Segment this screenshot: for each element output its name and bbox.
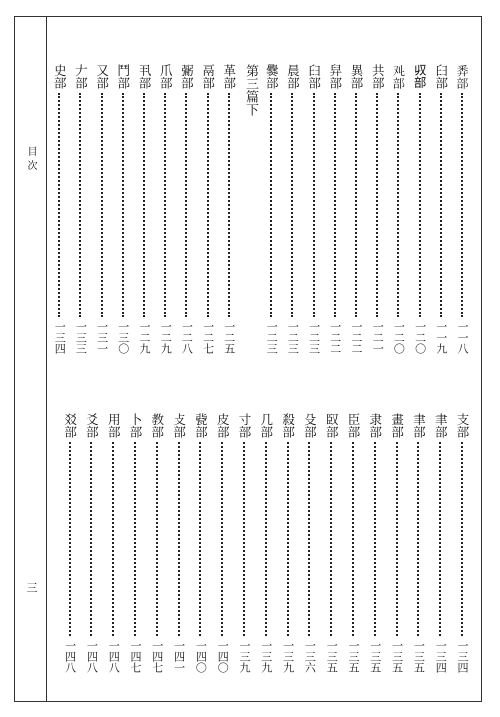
dot-leader — [270, 93, 272, 317]
page-ref: 一四〇 — [216, 640, 230, 673]
margin-rule — [46, 16, 47, 702]
page-ref: 一三五 — [368, 640, 382, 673]
toc-entry — [345, 413, 361, 673]
page-ref: 一四八 — [107, 640, 121, 673]
page-ref: 一三九 — [259, 640, 273, 673]
page-ref: 一一九 — [434, 321, 448, 354]
section-label: 目次 — [25, 146, 36, 174]
radical-name: 𠂇部 — [73, 64, 89, 89]
dot-leader — [334, 93, 336, 317]
radical-name: 晨部 — [285, 64, 301, 89]
dot-leader — [228, 93, 230, 317]
toc-entry — [301, 413, 317, 673]
page-number: 三 — [25, 582, 38, 593]
radical-name: 㸚部 — [62, 413, 78, 438]
page-ref: 一二一 — [371, 321, 385, 354]
radical-name: 用部 — [106, 413, 122, 438]
page-ref: 一三九 — [238, 640, 251, 673]
dot-leader — [376, 93, 378, 317]
radical-name: 爻部 — [84, 413, 100, 438]
toc-entry — [171, 413, 187, 673]
dot-leader — [134, 442, 136, 636]
page-ref: 一二八 — [180, 321, 194, 354]
dot-leader — [79, 93, 81, 317]
radical-name: 聿部 — [411, 413, 427, 438]
page-ref: 一三五 — [325, 640, 339, 673]
dot-leader — [352, 442, 354, 636]
toc-entry — [369, 64, 385, 354]
page-ref: 一三四 — [434, 640, 448, 673]
toc-entry — [263, 64, 279, 354]
radical-name: 鬲部 — [200, 64, 216, 89]
radical-name: 𠬜部 — [391, 64, 407, 89]
dot-leader — [143, 93, 145, 317]
radical-name: 丮部 — [137, 64, 152, 89]
radical-name: 殳部 — [302, 413, 318, 438]
toc-entry — [454, 64, 470, 354]
radical-name: 𢍏部 — [455, 64, 470, 89]
radical-name: 共部 — [370, 64, 386, 89]
toc-entry — [115, 64, 131, 354]
dot-leader — [156, 442, 158, 636]
dot-leader — [178, 442, 180, 636]
page-ref: 一四八 — [63, 640, 77, 673]
radical-name: 支部 — [455, 413, 470, 438]
page-ref: 一二二 — [350, 321, 363, 354]
radical-name: 革部 — [221, 64, 237, 89]
dot-leader — [439, 442, 441, 636]
dot-leader — [313, 93, 315, 317]
page-ref: 一四七 — [150, 640, 164, 673]
dot-leader — [374, 442, 376, 636]
dot-leader — [243, 442, 245, 636]
toc-entry — [214, 413, 230, 673]
radical-name: 臣部 — [346, 413, 361, 438]
page-ref: 一四七 — [129, 640, 142, 673]
dot-leader — [221, 442, 223, 636]
radical-name: 𠬞部 — [412, 64, 428, 89]
toc-entry — [323, 413, 339, 673]
toc-entry — [367, 413, 383, 673]
dot-leader — [355, 93, 357, 317]
toc-entry — [284, 64, 300, 354]
radical-name: 卜部 — [128, 413, 143, 438]
radical-name: 史部 — [52, 64, 68, 89]
toc-entry — [306, 64, 322, 354]
toc-entry — [72, 64, 88, 354]
dot-leader — [185, 93, 187, 317]
toc-entry — [412, 64, 428, 354]
page-ref: 一二〇 — [392, 321, 406, 354]
page-ref: 一二九 — [159, 321, 173, 354]
radical-name: 几部 — [258, 413, 274, 438]
dot-leader — [330, 442, 332, 636]
radical-name: 攴部 — [171, 413, 187, 438]
page-ref: 一四八 — [85, 640, 99, 673]
page-ref: 一三五 — [347, 640, 360, 673]
toc-entry — [83, 413, 99, 673]
toc-entry — [454, 413, 470, 673]
toc-entry — [136, 64, 152, 354]
dot-leader — [291, 93, 293, 317]
page-ref: 一三五 — [390, 640, 404, 673]
page-ref: 一三四 — [53, 321, 67, 354]
toc-entry — [94, 64, 110, 354]
page-ref: 一三九 — [281, 640, 295, 673]
dot-leader — [396, 442, 398, 636]
dot-leader — [308, 442, 310, 636]
dot-leader — [207, 93, 209, 317]
radical-name: 又部 — [94, 64, 110, 89]
radical-name: 畫部 — [389, 413, 405, 438]
toc-entry — [389, 413, 405, 673]
radical-name: 殺部 — [280, 413, 296, 438]
page-ref: 一二三 — [286, 321, 300, 354]
dot-leader — [164, 93, 166, 317]
dot-leader — [122, 93, 124, 317]
page-ref: 一二〇 — [413, 321, 427, 354]
page-ref: 一二二 — [328, 321, 342, 354]
page-ref: 一三〇 — [116, 321, 130, 354]
radical-name: 𦥑部 — [433, 64, 449, 89]
page-ref: 一四〇 — [194, 640, 208, 673]
page-ref: 一二三 — [307, 321, 321, 354]
radical-name: 臤部 — [324, 413, 340, 438]
toc-entry — [62, 413, 78, 673]
toc-entry — [327, 64, 343, 354]
toc-entry — [51, 64, 67, 354]
toc-entry — [149, 413, 165, 673]
radical-name: 爨部 — [264, 64, 280, 89]
toc-entry — [105, 413, 121, 673]
section-heading: 第三篇下 — [243, 64, 258, 116]
toc-entry — [157, 64, 173, 354]
radical-name: 鬥部 — [115, 64, 131, 89]
dot-leader — [58, 93, 60, 317]
toc-entry — [178, 64, 194, 354]
dot-leader — [69, 442, 71, 636]
toc-entry — [221, 64, 237, 354]
radical-name: 𦥑部 — [306, 64, 322, 89]
page-ref: 一三一 — [95, 321, 109, 354]
radical-name: 教部 — [149, 413, 165, 438]
dot-leader — [287, 442, 289, 636]
radical-name: 舁部 — [327, 64, 343, 89]
radical-name: 寸部 — [237, 413, 252, 438]
toc-section-header — [242, 64, 258, 354]
dot-leader — [461, 442, 463, 636]
dot-leader — [90, 442, 92, 636]
radical-name: 㼱部 — [193, 413, 209, 438]
toc-entry — [433, 64, 449, 354]
page-ref: 一三五 — [412, 640, 426, 673]
radical-name: 隶部 — [367, 413, 383, 438]
page-ref: 一二三 — [265, 321, 279, 354]
toc-entry — [192, 413, 208, 673]
page-ref: 一二五 — [222, 321, 236, 354]
toc-entry — [236, 413, 252, 673]
toc-entry — [280, 413, 296, 673]
dot-leader — [112, 442, 114, 636]
toc-entry — [410, 413, 426, 673]
dot-leader — [265, 442, 267, 636]
page-ref: 一一八 — [456, 321, 469, 354]
radical-name: 異部 — [349, 64, 364, 89]
radical-name: 皮部 — [215, 413, 231, 438]
toc-entry — [258, 413, 274, 673]
dot-leader — [199, 442, 201, 636]
toc-entry — [432, 413, 448, 673]
radical-name: 爪部 — [158, 64, 174, 89]
toc-entry — [348, 64, 364, 354]
dot-leader — [440, 93, 442, 317]
dot-leader — [461, 93, 463, 317]
radical-name: 聿部 — [433, 413, 449, 438]
page-ref: 一二九 — [138, 321, 151, 354]
page-ref: 一二七 — [201, 321, 215, 354]
page-ref: 一三六 — [303, 640, 317, 673]
dot-leader — [419, 93, 421, 317]
toc-entry — [127, 413, 143, 673]
radical-name: 䰜部 — [179, 64, 195, 89]
page-ref: 一三三 — [74, 321, 88, 354]
toc-entry — [200, 64, 216, 354]
dot-leader — [101, 93, 103, 317]
page-ref: 一四一 — [172, 640, 186, 673]
page-ref: 一三四 — [456, 640, 469, 673]
toc-entry — [390, 64, 406, 354]
dot-leader — [417, 442, 419, 636]
dot-leader — [397, 93, 399, 317]
